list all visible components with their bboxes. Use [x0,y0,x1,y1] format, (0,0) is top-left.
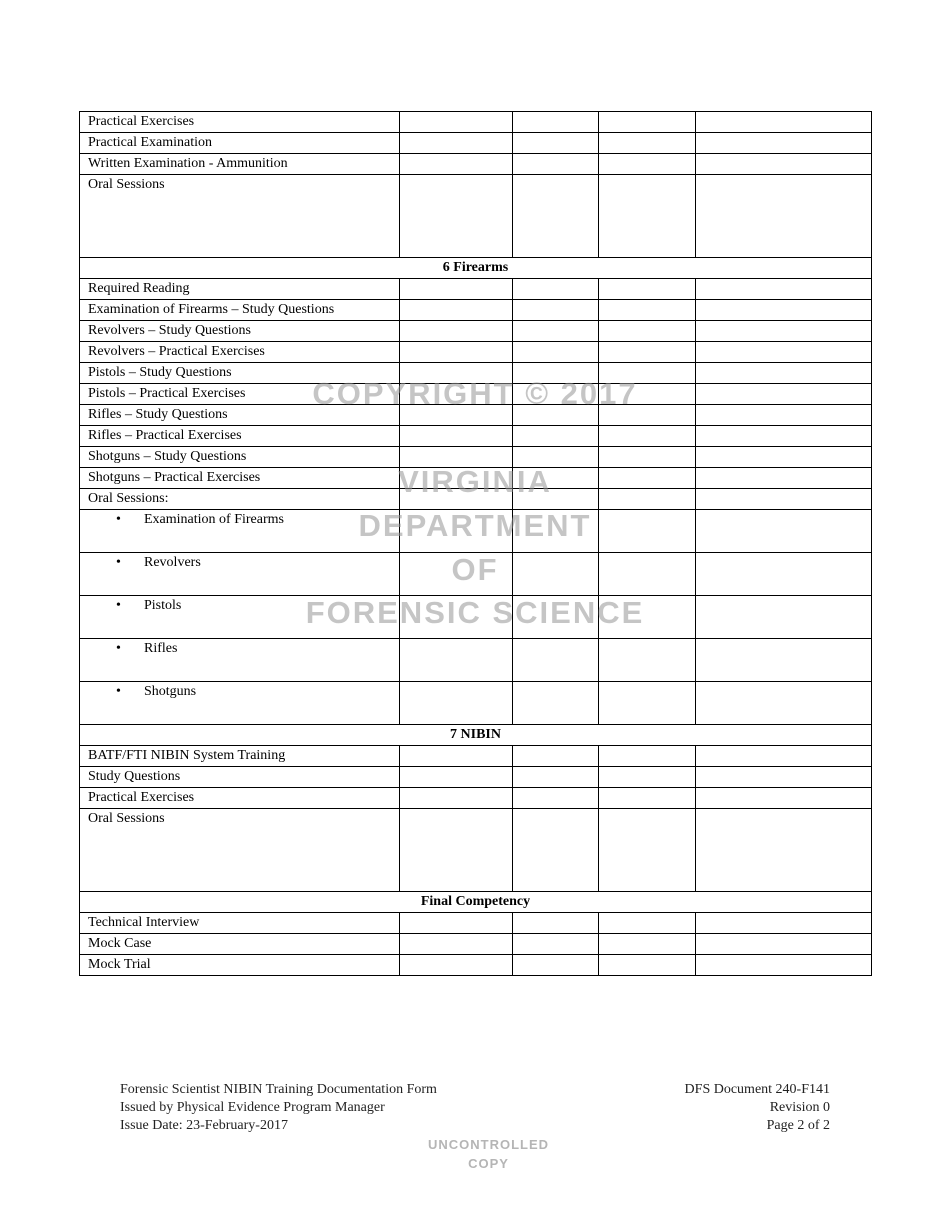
empty-entry-cell [696,405,872,426]
bullet-item-label: Revolvers [144,555,201,570]
empty-entry-cell [400,447,513,468]
empty-entry-cell [513,639,599,682]
empty-entry-cell [400,133,513,154]
empty-entry-cell [513,321,599,342]
empty-entry-cell [696,596,872,639]
bullet-row [80,596,872,639]
task-label-cell: Written Examination - Ammunition [80,154,400,175]
bullet-row [80,682,872,725]
empty-entry-cell [400,279,513,300]
empty-entry-cell [696,321,872,342]
empty-entry-cell [513,746,599,767]
bullet-item-label: Pistols [144,598,182,613]
empty-entry-cell [599,682,696,725]
empty-entry-cell [696,639,872,682]
empty-entry-cell [599,175,696,258]
task-label-cell: Practical Examination [80,133,400,154]
bullet-item-cell [80,510,400,553]
footer-form-title: Forensic Scientist NIBIN Training Documentation Form [120,1082,437,1097]
empty-entry-cell [400,553,513,596]
watermark-of: OF [451,552,499,587]
empty-entry-cell [599,300,696,321]
empty-entry-cell [696,426,872,447]
empty-entry-cell [696,363,872,384]
footer-page-number: Page 2 of 2 [766,1118,830,1133]
table-row [80,363,872,384]
table-row [80,809,872,892]
empty-entry-cell [599,934,696,955]
empty-entry-cell [400,154,513,175]
empty-entry-cell [696,955,872,976]
task-label-cell: Examination of Firearms – Study Questions [80,300,400,321]
task-label-cell: Oral Sessions: [80,489,400,510]
bullet-item-cell [80,596,400,639]
empty-entry-cell [513,279,599,300]
table-row [80,746,872,767]
empty-entry-cell [400,955,513,976]
footer-revision: Revision 0 [769,1100,830,1115]
section-title: 6 Firearms [80,258,872,279]
empty-entry-cell [696,767,872,788]
empty-entry-cell [696,112,872,133]
table-row [80,405,872,426]
task-label-cell: Technical Interview [80,913,400,934]
empty-entry-cell [696,175,872,258]
bullet-icon: • [116,641,121,656]
empty-entry-cell [696,682,872,725]
bullet-icon: • [116,684,121,699]
task-label-cell: Rifles – Study Questions [80,405,400,426]
empty-entry-cell [599,154,696,175]
empty-entry-cell [696,300,872,321]
table-row [80,788,872,809]
empty-entry-cell [599,767,696,788]
empty-entry-cell [513,154,599,175]
empty-entry-cell [400,468,513,489]
table-row [80,913,872,934]
bullet-item-cell [80,682,400,725]
section-header-row [80,725,872,746]
table-row [80,934,872,955]
empty-entry-cell [599,426,696,447]
empty-entry-cell [599,468,696,489]
bullet-row [80,510,872,553]
footer-left [120,1081,437,1135]
empty-entry-cell [513,510,599,553]
bullet-item-label: Examination of Firearms [144,512,284,527]
empty-entry-cell [513,384,599,405]
table-row [80,112,872,133]
empty-entry-cell [599,913,696,934]
empty-entry-cell [696,489,872,510]
empty-entry-cell [696,133,872,154]
task-label-cell: Practical Exercises [80,112,400,133]
empty-entry-cell [513,788,599,809]
stamp-line-2: COPY [468,1156,509,1171]
watermark-copyright: COPYRIGHT © 2017 [312,376,638,411]
empty-entry-cell [400,682,513,725]
empty-entry-cell [400,767,513,788]
empty-entry-cell [599,510,696,553]
table-row [80,426,872,447]
bullet-item-label: Rifles [144,641,178,656]
watermark-forensic-science: FORENSIC SCIENCE [305,595,645,630]
section-title: Final Competency [80,892,872,913]
table-row [80,175,872,258]
table-row [80,279,872,300]
task-label-cell: Shotguns – Practical Exercises [80,468,400,489]
bullet-icon: • [116,555,121,570]
task-label-cell: Pistols – Practical Exercises [80,384,400,405]
empty-entry-cell [599,384,696,405]
empty-entry-cell [400,934,513,955]
empty-entry-cell [513,809,599,892]
empty-entry-cell [696,746,872,767]
empty-entry-cell [513,133,599,154]
empty-entry-cell [400,489,513,510]
table-row [80,321,872,342]
section-header-row [80,258,872,279]
empty-entry-cell [599,321,696,342]
task-label-cell: Practical Exercises [80,788,400,809]
empty-entry-cell [513,426,599,447]
task-label-cell: Revolvers – Practical Exercises [80,342,400,363]
empty-entry-cell [599,447,696,468]
empty-entry-cell [599,342,696,363]
empty-entry-cell [696,913,872,934]
empty-entry-cell [400,510,513,553]
empty-entry-cell [513,175,599,258]
bullet-row [80,553,872,596]
empty-entry-cell [513,767,599,788]
empty-entry-cell [513,596,599,639]
table-row [80,767,872,788]
footer-issue-date: Issue Date: 23-February-2017 [120,1118,288,1133]
table-body [80,112,872,976]
empty-entry-cell [599,489,696,510]
empty-entry-cell [513,363,599,384]
empty-entry-cell [513,913,599,934]
stamp-line-1: UNCONTROLLED [427,1137,550,1152]
empty-entry-cell [696,510,872,553]
task-label-cell: Revolvers – Study Questions [80,321,400,342]
empty-entry-cell [599,596,696,639]
empty-entry-cell [400,321,513,342]
empty-entry-cell [599,405,696,426]
empty-entry-cell [696,154,872,175]
empty-entry-cell [400,809,513,892]
empty-entry-cell [599,955,696,976]
empty-entry-cell [400,300,513,321]
task-label-cell: Oral Sessions [80,175,400,258]
uncontrolled-copy-stamp [0,1135,950,1173]
empty-entry-cell [513,934,599,955]
empty-entry-cell [400,913,513,934]
task-label-cell: Pistols – Study Questions [80,363,400,384]
footer-issued-by: Issued by Physical Evidence Program Manager [120,1100,385,1115]
empty-entry-cell [400,342,513,363]
empty-entry-cell [599,553,696,596]
table-row [80,384,872,405]
bullet-row [80,639,872,682]
empty-entry-cell [400,596,513,639]
empty-entry-cell [400,175,513,258]
empty-entry-cell [513,553,599,596]
empty-entry-cell [696,553,872,596]
empty-entry-cell [599,279,696,300]
empty-entry-cell [599,746,696,767]
watermark-virginia: VIRGINIA [398,464,552,499]
empty-entry-cell [513,682,599,725]
table-row [80,447,872,468]
table-row [80,955,872,976]
empty-entry-cell [513,112,599,133]
bullet-item-label: Shotguns [144,684,197,699]
bullet-item-cell [80,553,400,596]
empty-entry-cell [513,300,599,321]
table-row [80,489,872,510]
empty-entry-cell [400,405,513,426]
section-title: 7 NIBIN [80,725,872,746]
bullet-icon: • [116,512,121,527]
empty-entry-cell [400,639,513,682]
empty-entry-cell [599,639,696,682]
empty-entry-cell [400,363,513,384]
empty-entry-cell [696,468,872,489]
table-row [80,154,872,175]
task-label-cell: Study Questions [80,767,400,788]
empty-entry-cell [400,788,513,809]
empty-entry-cell [400,746,513,767]
empty-entry-cell [696,279,872,300]
bullet-item-cell [80,639,400,682]
task-label-cell: Mock Trial [80,955,400,976]
task-label-cell: BATF/FTI NIBIN System Training [80,746,400,767]
empty-entry-cell [400,112,513,133]
empty-entry-cell [696,384,872,405]
empty-entry-cell [696,788,872,809]
table-row [80,133,872,154]
section-header-row [80,892,872,913]
table-row [80,342,872,363]
task-label-cell: Oral Sessions [80,809,400,892]
empty-entry-cell [513,955,599,976]
empty-entry-cell [513,405,599,426]
footer-right [685,1081,830,1135]
task-label-cell: Required Reading [80,279,400,300]
empty-entry-cell [696,447,872,468]
empty-entry-cell [599,112,696,133]
task-label-cell: Shotguns – Study Questions [80,447,400,468]
empty-entry-cell [513,468,599,489]
empty-entry-cell [599,363,696,384]
footer-doc-number: DFS Document 240-F141 [684,1082,830,1097]
empty-entry-cell [400,384,513,405]
empty-entry-cell [400,426,513,447]
empty-entry-cell [599,788,696,809]
empty-entry-cell [513,447,599,468]
task-label-cell: Mock Case [80,934,400,955]
empty-entry-cell [513,342,599,363]
empty-entry-cell [599,809,696,892]
task-label-cell: Rifles – Practical Exercises [80,426,400,447]
table-row [80,300,872,321]
table-row [80,468,872,489]
empty-entry-cell [513,489,599,510]
training-checklist-table [79,111,872,976]
empty-entry-cell [599,133,696,154]
empty-entry-cell [696,934,872,955]
bullet-icon: • [116,598,121,613]
empty-entry-cell [696,809,872,892]
empty-entry-cell [696,342,872,363]
watermark-department: DEPARTMENT [358,508,592,543]
